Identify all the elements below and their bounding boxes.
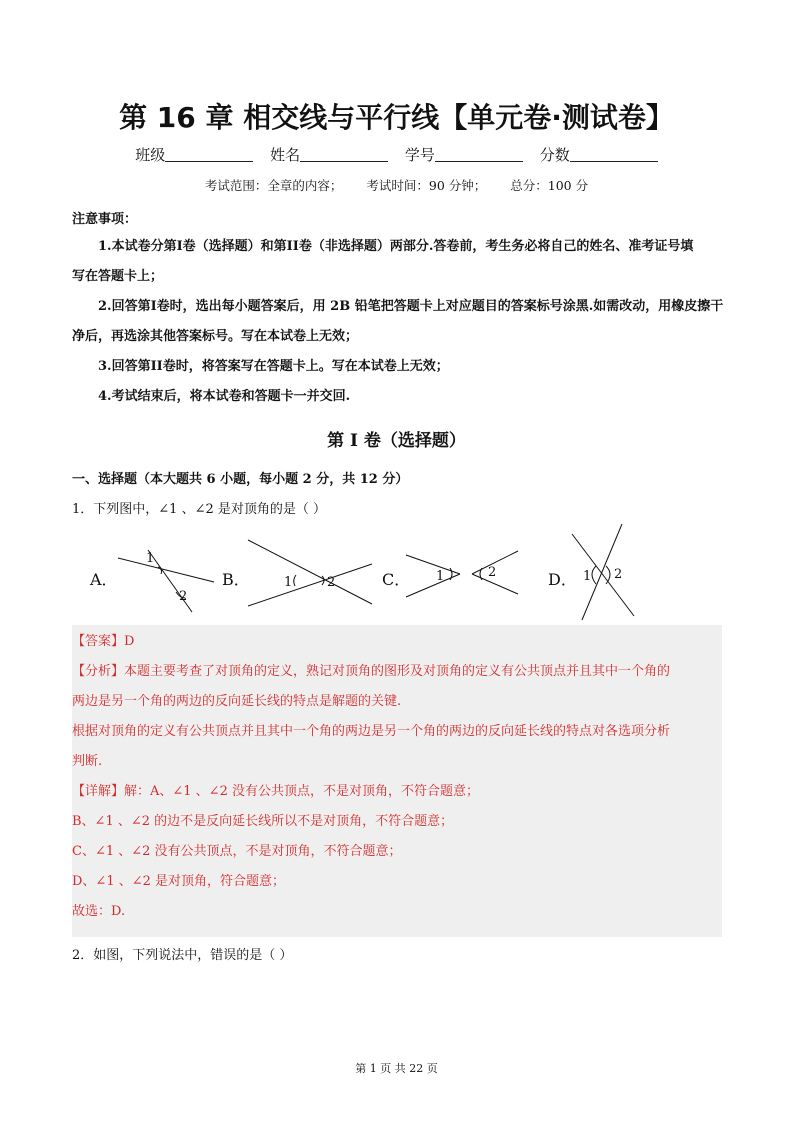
analysis-line-3: 根据对顶角的定义有公共顶点并且其中一个角的两边是另一个角的两边的反向延长线的特点对各选项分析 bbox=[72, 724, 671, 739]
detail-line-4: D、∠1 、∠2 是对顶角，符合题意； bbox=[72, 874, 286, 889]
figure-a bbox=[118, 550, 214, 612]
note-item-4: 4.考试结束后，将本试卷和答题卡一并交回. bbox=[98, 389, 351, 404]
figure-c bbox=[406, 551, 518, 597]
notes-heading: 注意事项： bbox=[72, 212, 138, 227]
exam-range: 考试范围：全章的内容； bbox=[204, 178, 343, 193]
page-footer: 第 1 页 共 22 页 bbox=[355, 1062, 438, 1075]
question-1-stem: 1．下列图中，∠1 、∠2 是对顶角的是（ ） bbox=[72, 502, 326, 517]
note-item-3: 3.回答第II卷时，将答案写在答题卡上。写在本试卷上无效； bbox=[98, 359, 449, 374]
figure-d bbox=[572, 524, 634, 620]
exam-total: 总分：100 分 bbox=[510, 178, 589, 193]
fig-b-angle-1: 1 bbox=[284, 575, 293, 590]
class-blank bbox=[165, 147, 253, 162]
option-d-label: D． bbox=[548, 570, 577, 589]
fig-b-angle-2: 2 bbox=[327, 575, 336, 590]
option-b-label: B． bbox=[222, 570, 250, 589]
part-title: 一、选择题（本大题共 6 小题，每小题 2 分，共 12 分） bbox=[72, 472, 409, 487]
fig-a-angle-2: 2 bbox=[179, 589, 188, 604]
detail-line-3: C、∠1 、∠2 没有公共顶点，不是对顶角，不符合题意； bbox=[72, 844, 402, 859]
option-c-label: C． bbox=[382, 570, 411, 589]
score-label: 分数 bbox=[539, 146, 570, 164]
question-1-figures bbox=[0, 518, 793, 628]
figure-b bbox=[248, 540, 372, 606]
answer-section bbox=[72, 627, 722, 927]
fig-c-angle-1: 1 bbox=[436, 569, 445, 584]
analysis-line-4: 判断. bbox=[72, 754, 103, 769]
detail-line-1: 【详解】解：A、∠1 、∠2 没有公共顶点，不是对顶角，不符合题意； bbox=[72, 784, 479, 799]
note-item-2-line2: 净后，再选涂其他答案标号。写在本试卷上无效； bbox=[72, 329, 359, 344]
fig-a-angle-1: 1 bbox=[146, 551, 155, 566]
answer-line: 【答案】D bbox=[72, 634, 135, 649]
choice-line: 故选：D. bbox=[72, 904, 126, 919]
fig-c-angle-2: 2 bbox=[488, 565, 497, 580]
fig-d-angle-2: 2 bbox=[614, 567, 623, 582]
notes-list bbox=[72, 232, 734, 412]
class-label: 班级 bbox=[135, 146, 166, 164]
name-label: 姓名 bbox=[270, 146, 301, 164]
section-title: 第 I 卷（选择题） bbox=[327, 431, 466, 451]
detail-line-2: B、∠1 、∠2 的边不是反向延长线所以不是对顶角，不符合题意； bbox=[72, 814, 454, 829]
exam-time: 考试时间：90 分钟； bbox=[366, 178, 487, 193]
exam-info bbox=[0, 176, 793, 194]
exam-title: 第 16 章 相交线与平行线【单元卷·测试卷】 bbox=[119, 101, 674, 134]
question-2-stem: 2．如图，下列说法中，错误的是（ ） bbox=[72, 948, 293, 963]
id-blank bbox=[435, 147, 523, 162]
note-item-2-line1: 2.回答第I卷时，选出每小题答案后，用 2B 铅笔把答题卡上对应题目的答案标号涂黑.如需改动，用橡皮擦干 bbox=[98, 299, 724, 314]
id-label: 学号 bbox=[404, 146, 435, 164]
analysis-line-1: 【分析】本题主要考查了对顶角的定义，熟记对顶角的图形及对顶角的定义有公共顶点并且其中一个角的 bbox=[72, 664, 671, 679]
analysis-line-2: 两边是另一个角的两边的反向延长线的特点是解题的关键. bbox=[72, 694, 402, 709]
note-item-1-line2: 写在答题卡上； bbox=[72, 269, 164, 284]
note-item-1-line1: 1.本试卷分第I卷（选择题）和第II卷（非选择题）两部分.答卷前，考生务必将自己的姓名、准考证号填 bbox=[98, 239, 694, 254]
student-info-fields bbox=[0, 144, 793, 165]
name-blank bbox=[300, 147, 388, 162]
option-a-label: A． bbox=[90, 570, 118, 589]
fig-d-angle-1: 1 bbox=[583, 569, 592, 584]
score-blank bbox=[570, 147, 658, 162]
